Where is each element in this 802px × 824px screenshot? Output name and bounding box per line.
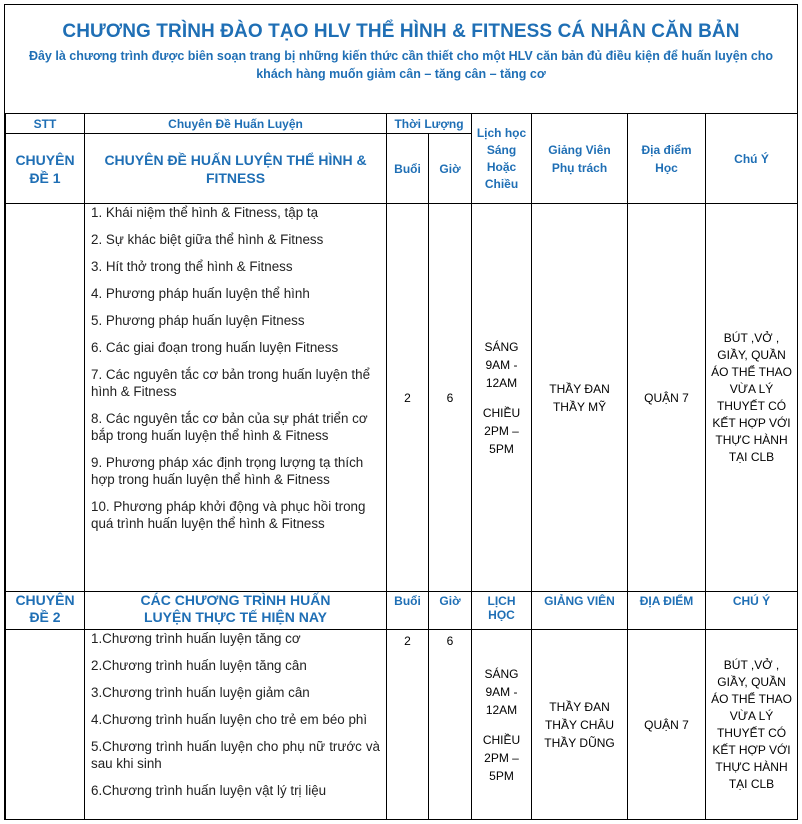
list-item: 4.Chương trình huấn luyện cho trẻ em béo phì — [91, 712, 368, 727]
module2-location-header: ĐỊA ĐIỂM — [628, 592, 706, 630]
module1-row — [6, 204, 798, 592]
module2-topic-list — [85, 630, 387, 820]
module1-schedule — [472, 204, 532, 592]
list-item: 6. Các giai đoạn trong huấn luyện Fitness — [91, 340, 339, 355]
module2-stt-cell — [6, 630, 85, 820]
module1-location: QUẬN 7 — [628, 204, 706, 592]
document-title: CHƯƠNG TRÌNH ĐÀO TẠO HLV THỂ HÌNH & FITNESS CÁ NHÂN CĂN BẢN — [62, 21, 740, 42]
column-header-schedule: Lịch học Sáng Hoặc Chiều — [472, 114, 532, 204]
list-item: 9. Phương pháp xác định trọng lượng tạ thích hợp trong huấn luyện thể hình & Fitness — [91, 455, 364, 487]
module1-instructors: THẦY ĐAN THẦY MỸ — [532, 204, 628, 592]
curriculum-table — [5, 113, 798, 820]
column-header-note: Chú Ý — [706, 114, 798, 204]
module2-note-header: CHÚ Ý — [706, 592, 798, 630]
module1-stt-cell — [6, 204, 85, 592]
list-item: 4. Phương pháp huấn luyện thể hình — [91, 286, 310, 301]
list-item: 2. Sự khác biệt giữa thể hình & Fitness — [91, 232, 324, 247]
module2-label: CHUYÊN ĐỀ 2 — [6, 592, 85, 630]
list-item: 10. Phương pháp khởi động và phục hồi trong quá trình huấn luyện thể hình & Fitness — [91, 499, 366, 531]
module2-row — [6, 630, 798, 820]
list-item: 8. Các nguyên tắc cơ bản của sự phát triển cơ bắp trong huấn luyện thể hình & Fitness — [91, 411, 368, 443]
list-item: 7. Các nguyên tắc cơ bản trong huấn luyện thể hình & Fitness — [91, 367, 371, 399]
column-header-topic: Chuyên Đề Huấn Luyện — [85, 114, 387, 134]
module2-schedule-morning: SÁNG 9AM - 12AM — [484, 666, 519, 717]
module1-hours-header: Giờ — [429, 134, 472, 204]
module2-instructor-header: GIẢNG VIÊN — [532, 592, 628, 630]
module2-hours-header: Giờ — [429, 592, 472, 630]
module2-location: QUẬN 7 — [628, 630, 706, 820]
document-header — [5, 5, 797, 113]
module2-title: CÁC CHƯƠNG TRÌNH HUẤN LUYỆN THỰC TẾ HIỆN NAY — [85, 592, 387, 630]
list-item: 1.Chương trình huấn luyện tăng cơ — [91, 631, 301, 646]
module1-label: CHUYÊN ĐỀ 1 — [6, 134, 85, 204]
module1-note: BÚT ,VỞ , GIẦY, QUẦN ÁO THỂ THAO VỪA LÝ THUYẾT CÓ KẾT HỢP VỚI THỰC HÀNH TẠI CLB — [706, 204, 798, 592]
module1-topic-list — [85, 204, 387, 592]
module1-schedule-morning: SÁNG 9AM - 12AM — [484, 339, 519, 390]
module2-schedule-header: LỊCH HỌC — [472, 592, 532, 630]
document-subtitle: Đây là chương trình được biên soạn trang bị những kiến thức cần thiết cho một HLV căn bản đủ điều kiện để huấn luyện cho khách hàng muốn giảm cân – tăng cân – tăng cơ — [28, 49, 774, 81]
list-item: 5. Phương pháp huấn luyện Fitness — [91, 313, 305, 328]
list-item: 6.Chương trình huấn luyện vật lý trị liệu — [91, 783, 327, 798]
column-header-duration: Thời Lượng — [387, 114, 472, 134]
column-header-instructor: Giảng Viên Phụ trách — [532, 114, 628, 204]
module1-hours: 6 — [429, 204, 472, 592]
list-item: 2.Chương trình huấn luyện tăng cân — [91, 658, 307, 673]
module2-note: BÚT ,VỞ , GIẦY, QUẦN ÁO THỂ THAO VỪA LÝ THUYẾT CÓ KẾT HỢP VỚI THỰC HÀNH TẠI CLB — [706, 630, 798, 820]
module1-sessions-header: Buổi — [387, 134, 429, 204]
module2-instructors: THẦY ĐAN THẦY CHÂU THẦY DŨNG — [532, 630, 628, 820]
list-item: 5.Chương trình huấn luyện cho phụ nữ trước và sau khi sinh — [91, 739, 380, 771]
list-item: 1. Khái niệm thể hình & Fitness, tập tạ — [91, 205, 319, 220]
module2-schedule-afternoon: CHIỀU 2PM – 5PM — [482, 732, 521, 783]
module1-schedule-afternoon: CHIỀU 2PM – 5PM — [482, 405, 521, 456]
module2-sessions: 2 — [387, 630, 429, 820]
module1-title: CHUYÊN ĐỀ HUẤN LUYỆN THỂ HÌNH & FITNESS — [85, 134, 387, 204]
column-header-location: Địa điểm Học — [628, 114, 706, 204]
module2-hours: 6 — [429, 630, 472, 820]
module2-schedule — [472, 630, 532, 820]
list-item: 3. Hít thở trong thể hình & Fitness — [91, 259, 293, 274]
module2-sessions-header: Buổi — [387, 592, 429, 630]
course-document — [4, 4, 798, 820]
module1-sessions: 2 — [387, 204, 429, 592]
list-item: 3.Chương trình huấn luyện giảm cân — [91, 685, 310, 700]
column-header-stt: STT — [6, 114, 85, 134]
